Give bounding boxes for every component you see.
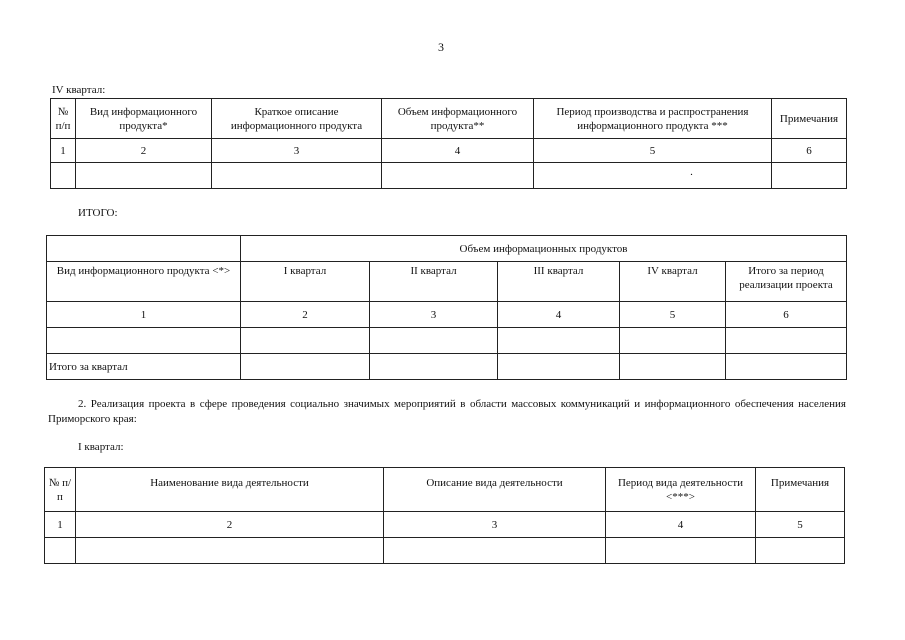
- number-cell: 1: [51, 139, 76, 163]
- empty-cell: [47, 328, 241, 354]
- empty-cell: [47, 236, 241, 262]
- header-cell-q4: IV квартал: [620, 262, 726, 302]
- header-cell-number: № п/п: [45, 468, 76, 512]
- number-cell: 1: [45, 512, 76, 538]
- empty-cell: [370, 354, 498, 380]
- section-q4-label: IV квартал:: [52, 84, 106, 96]
- empty-row-mark: .: [534, 163, 772, 189]
- number-cell: 1: [47, 302, 241, 328]
- header-cell-total-period: Итого за период реализации проекта: [726, 262, 847, 302]
- table-total-row: [47, 354, 847, 380]
- itogo-label: ИТОГО:: [78, 207, 118, 219]
- empty-cell: [51, 163, 76, 189]
- table-header-row: [47, 262, 847, 302]
- table-empty-row: [47, 328, 847, 354]
- empty-cell: [498, 354, 620, 380]
- header-cell-product-type: Вид информационного продукта*: [76, 99, 212, 139]
- number-cell: 4: [606, 512, 756, 538]
- number-cell: 3: [384, 512, 606, 538]
- empty-cell: [726, 328, 847, 354]
- itogo-table: [46, 235, 847, 380]
- number-cell: 2: [76, 512, 384, 538]
- header-cell-activity-period: Период вида деятельности <***>: [606, 468, 756, 512]
- empty-cell: [45, 538, 76, 564]
- empty-cell: [241, 354, 370, 380]
- header-cell-number: № п/п: [51, 99, 76, 139]
- header-cell-description: Краткое описание информационного продукта: [212, 99, 382, 139]
- empty-cell: [756, 538, 845, 564]
- empty-cell: [241, 328, 370, 354]
- number-cell: 3: [370, 302, 498, 328]
- header-cell-period: Период производства и распространения информационного продукта ***: [534, 99, 772, 139]
- table-group-header-row: [47, 236, 847, 262]
- table-number-row: [51, 139, 847, 163]
- empty-cell: [620, 354, 726, 380]
- total-row-label: Итого за квартал: [47, 354, 241, 380]
- number-cell: 5: [756, 512, 845, 538]
- empty-cell: [726, 354, 847, 380]
- header-cell-product-type: Вид информационного продукта <*>: [47, 262, 241, 302]
- empty-cell: [620, 328, 726, 354]
- empty-cell: [76, 538, 384, 564]
- number-cell: 6: [726, 302, 847, 328]
- table-header-row: [51, 99, 847, 139]
- empty-cell: [382, 163, 534, 189]
- empty-cell: [606, 538, 756, 564]
- table-number-row: [47, 302, 847, 328]
- header-cell-activity-name: Наименование вида деятельности: [76, 468, 384, 512]
- empty-cell: [772, 163, 847, 189]
- number-cell: 5: [534, 139, 772, 163]
- q4-products-table: [50, 98, 847, 189]
- empty-cell: [370, 328, 498, 354]
- empty-cell: [212, 163, 382, 189]
- empty-cell: [76, 163, 212, 189]
- page-number: 3: [438, 40, 444, 54]
- group-header-volume: Объем информационных продуктов: [241, 236, 847, 262]
- section-q1-label: I квартал:: [78, 441, 124, 453]
- header-cell-notes: Примечания: [756, 468, 845, 512]
- number-cell: 6: [772, 139, 847, 163]
- number-cell: 4: [382, 139, 534, 163]
- number-cell: 2: [241, 302, 370, 328]
- number-cell: 5: [620, 302, 726, 328]
- table-header-row: [45, 468, 845, 512]
- table-number-row: [45, 512, 845, 538]
- table-empty-row: [45, 538, 845, 564]
- q1-activities-table: [44, 467, 845, 564]
- number-cell: 2: [76, 139, 212, 163]
- header-cell-q3: III квартал: [498, 262, 620, 302]
- empty-cell: [498, 328, 620, 354]
- number-cell: 3: [212, 139, 382, 163]
- header-cell-activity-description: Описание вида деятельности: [384, 468, 606, 512]
- header-cell-q1: I квартал: [241, 262, 370, 302]
- paragraph-2: 2. Реализация проекта в сфере проведения социально значимых мероприятий в области массовых коммуникаций и информационного обеспечения населения Приморского края:: [48, 398, 846, 425]
- header-cell-notes: Примечания: [772, 99, 847, 139]
- header-cell-volume: Объем информационного продукта**: [382, 99, 534, 139]
- header-cell-q2: II квартал: [370, 262, 498, 302]
- number-cell: 4: [498, 302, 620, 328]
- table-empty-row: [51, 163, 847, 189]
- empty-cell: [384, 538, 606, 564]
